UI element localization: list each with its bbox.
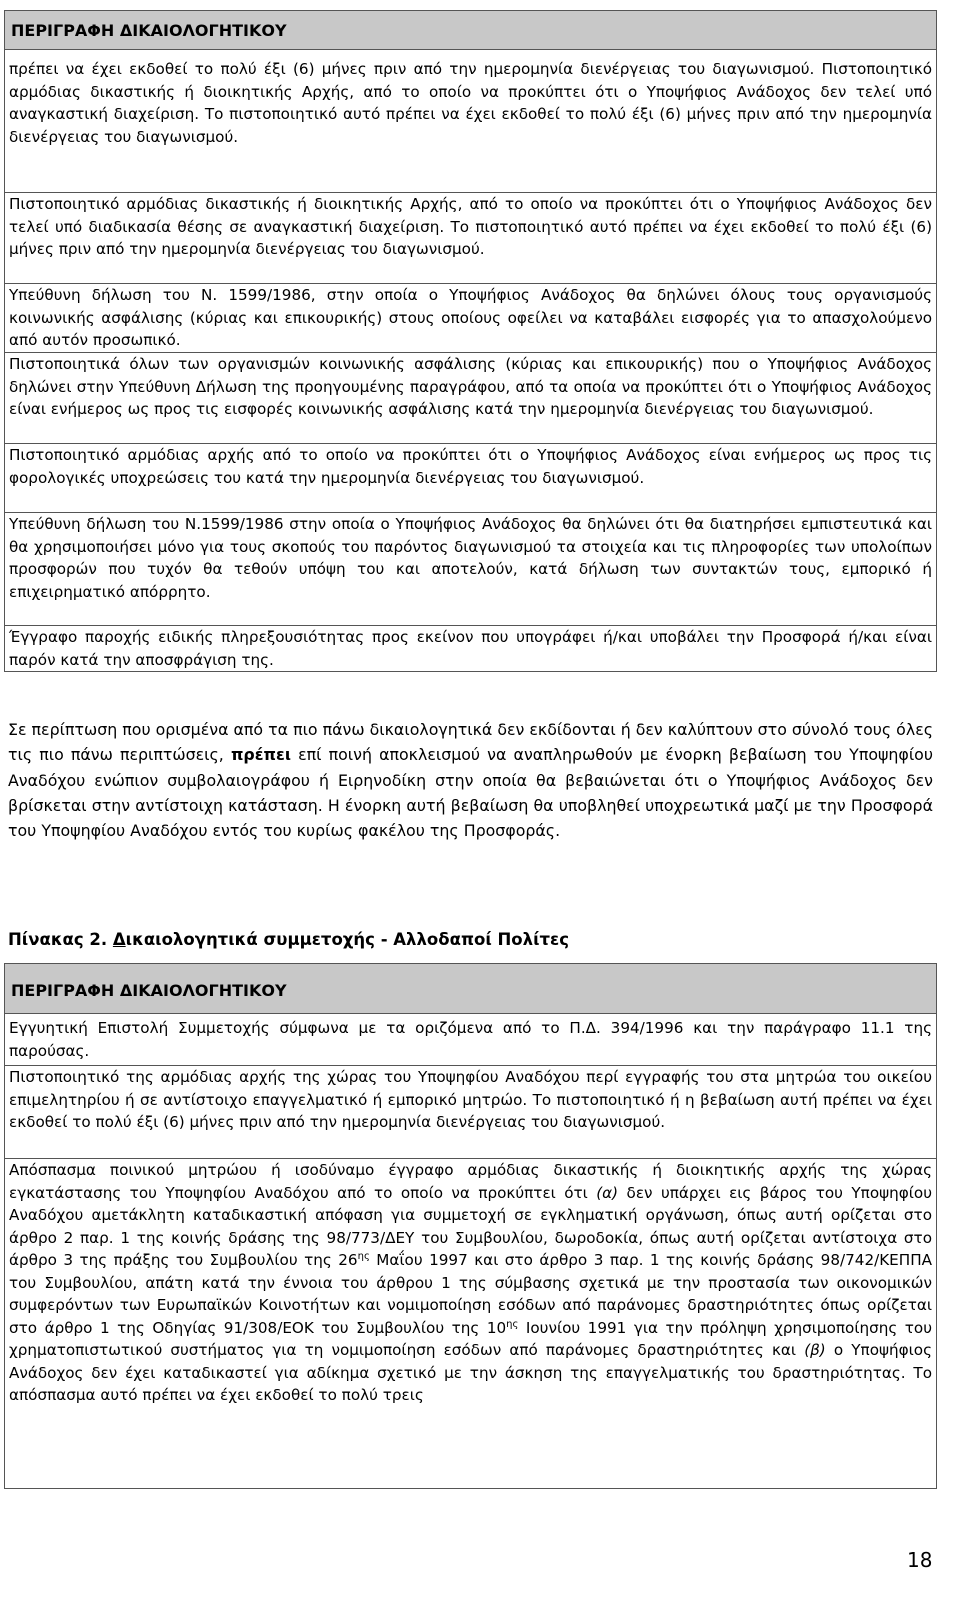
table1-row: Πιστοποιητικά όλων των οργανισμών κοινωνικής ασφάλισης (κύριας και επικουρικής) που ο Υποψήφιος Ανάδοχος δηλώνει στην Υπεύθυνη Δήλωση της προηγουμένης παραγράφου, από τα οποία να προκύπτει ότι ο Υποψήφιος Ανάδοχος είναι ενήμερος ως προς τις εισφορές κοινωνικής ασφάλισης κατά την ημερομηνία διενέργειας του διαγωνισμού. (5, 353, 936, 444)
table1-header-text: ΠΕΡΙΓΡΑΦΗ ΔΙΚΑΙΟΛΟΓΗΤΙΚΟΥ (11, 21, 287, 40)
table2-caption (8, 930, 569, 949)
table2-row (5, 1159, 936, 1488)
table2-header (4, 963, 937, 1014)
table1-body (4, 49, 937, 672)
table2-caption-underlined: Δ (112, 930, 126, 949)
notice-text-before: Σε περίπτωση που ορισμένα από τα πιο πάνω δικαιολογητικά δεν εκδίδονται ή δεν καλύπτουν στο σύνολό τους όλες τις πιο πάνω περιπτώσεις, (8, 720, 933, 765)
table2-body (4, 1013, 937, 1489)
table2-caption-rest: ικαιολογητικά συμμετοχής - Αλλοδαποί Πολίτες (125, 930, 570, 949)
row3-label-b: (β) (804, 1341, 826, 1359)
row3-text-a: Απόσπασμα ποινικού μητρώου ή ισοδύναμο έγγραφο αρμόδιας δικαστικής ή διοικητικής αρχής της χώρας εγκατάστασης του Υποψηφίου Αναδόχου από το οποίο να προκύπτει ότι (9, 1161, 932, 1202)
table2-caption-prefix: Πίνακας 2. (8, 930, 113, 949)
row3-text-e: ο Υποψήφιος Ανάδοχος δεν έχει καταδικαστεί για αδίκημα σχετικό με την άσκηση της επαγγελματικής του δραστηριότητας. Το απόσπασμα αυτό πρέπει να έχει εκδοθεί το πολύ τρεις (9, 1341, 932, 1404)
notice-text-after: επί ποινή αποκλεισμού να αναπληρωθούν με ένορκη βεβαίωση του Υποψηφίου Αναδόχου ενώπιον συμβολαιογράφου ή Ειρηνοδίκη στην οποία θα βεβαιώνεται ότι ο Υποψήφιος Ανάδοχος δεν βρίσκεται στην αντίστοιχη κατάσταση. Η ένορκη αυτή βεβαίωση θα υποβληθεί υποχρεωτικά μαζί με την Προσφορά του Υποψηφίου Αναδόχου εντός του κυρίως φακέλου της Προσφοράς. (8, 745, 933, 841)
row3-text-b: δεν υπάρχει εις βάρος του Υποψηφίου Αναδόχου αμετάκλητη καταδικαστική απόφαση για συμμετοχή σε εγκληματική οργάνωση, όπως αυτή ορίζεται στο άρθρο 2 παρ. 1 της κοινής δράσης της 98/773/ΔΕΥ του Συμβουλίου, δωροδοκία, όπως αυτή ορίζεται αντίστοιχα στο άρθρο 3 της πράξης του Συμβουλίου της 26 (9, 1183, 932, 1269)
table1-row: Πιστοποιητικό αρμόδιας αρχής από το οποίο να προκύπτει ότι ο Υποψήφιος Ανάδοχος είναι ενήμερος ως προς τις φορολογικές υποχρεώσεις του κατά την ημερομηνία διενέργειας του διαγωνισμού. (5, 444, 936, 513)
table1-header (4, 10, 937, 50)
table1-row: Έγγραφο παροχής ειδικής πληρεξουσιότητας προς εκείνον που υπογράφει ή/και υποβάλει την Προσφορά ή/και είναι παρόν κατά την αποσφράγιση της. (9, 628, 932, 669)
notice-paragraph (8, 717, 933, 843)
row3-sup2: ης (506, 1318, 519, 1330)
notice-bold-word: πρέπει (230, 745, 291, 765)
table2-header-text: ΠΕΡΙΓΡΑΦΗ ΔΙΚΑΙΟΛΟΓΗΤΙΚΟΥ (11, 981, 287, 1000)
table1-row: Πιστοποιητικό αρμόδιας δικαστικής ή διοικητικής Αρχής, από το οποίο να προκύπτει ότι ο Υποψήφιος Ανάδοχος δεν τελεί υπό διαδικασία θέσης σε αναγκαστική διαχείριση. Το πιστοποιητικό αυτό πρέπει να έχει εκδοθεί το πολύ έξι (6) μήνες πριν από την ημερομηνία διενέργειας του διαγωνισμού. (5, 193, 936, 284)
row3-sup1: ης (357, 1250, 370, 1262)
table1-row: Υπεύθυνη δήλωση του Ν. 1599/1986, στην οποία ο Υποψήφιος Ανάδοχος θα δηλώνει όλους τους οργανισμούς κοινωνικής ασφάλισης (κύριας και επικουρικής) στους οποίους οφείλει να καταβάλει εισφορές για το απασχολούμενο από αυτόν προσωπικό. (5, 284, 936, 353)
row3-text-d: Ιουνίου 1991 για την πρόληψη χρησιμοποίησης του χρηματοπιστωτικού συστήματος για τη νομιμοποίηση εσόδων από παράνομες δραστηριότητες και (9, 1318, 932, 1359)
table1-row: πρέπει να έχει εκδοθεί το πολύ έξι (6) μήνες πριν από την ημερομηνία διενέργειας του διαγωνισμού. Πιστοποιητικό αρμόδιας δικαστικής ή διοικητικής Αρχής, από το οποίο να προκύπτει ότι ο Υποψήφιος Ανάδοχος δεν τελεί υπό αναγκαστική διαχείριση. Το πιστοποιητικό αυτό πρέπει να έχει εκδοθεί το πολύ έξι (6) μήνες πριν από την ημερομηνία διενέργειας του διαγωνισμού. (5, 50, 936, 193)
table1-row: Υπεύθυνη δήλωση του Ν.1599/1986 στην οποία ο Υποψήφιος Ανάδοχος θα δηλώνει ότι θα διατηρήσει εμπιστευτικά και θα χρησιμοποιήσει μόνο για τους σκοπούς του παρόντος διαγωνισμού τα στοιχεία και τις πληροφορίες των υπολοίπων προσφορών που τυχόν θα τεθούν υπόψη του και αποτελούν, κατά δήλωση των συντακτών τους, εμπορικό ή επιχειρηματικό απόρρητο. (5, 513, 936, 626)
table2-row: Εγγυητική Επιστολή Συμμετοχής σύμφωνα με τα οριζόμενα από το Π.Δ. 394/1996 και την παράγραφο 11.1 της παρούσας. (5, 1014, 936, 1066)
page-number: 18 (907, 1548, 933, 1572)
row3-label-a: (α) (596, 1183, 619, 1202)
table2-row: Πιστοποιητικό της αρμόδιας αρχής της χώρας του Υποψηφίου Αναδόχου περί εγγραφής του στα μητρώα του οικείου επιμελητηρίου ή σε αντίστοιχο επαγγελματικό ή εμπορικό μητρώο. Το πιστοποιητικό ή η βεβαίωση αυτή πρέπει να έχει εκδοθεί το πολύ έξι (6) μήνες πριν από την ημερομηνία διενέργειας του διαγωνισμού. (5, 1066, 936, 1159)
row3-text-c: Μαΐου 1997 και στο άρθρο 3 παρ. 1 της κοινής δράσης 98/742/ΚΕΠΠΑ του Συμβουλίου, απάτη κατά την έννοια του άρθρου 1 της σύμβασης σχετικά με την προστασία των οικονομικών συμφερόντων των Ευρωπαϊκών Κοινοτήτων και νομιμοποίηση εσόδων από παράνομες δραστηριότητες όπως ορίζεται στο άρθρο 1 της Οδηγίας 91/308/ΕΟΚ του Συμβουλίου της 10 (9, 1251, 933, 1337)
